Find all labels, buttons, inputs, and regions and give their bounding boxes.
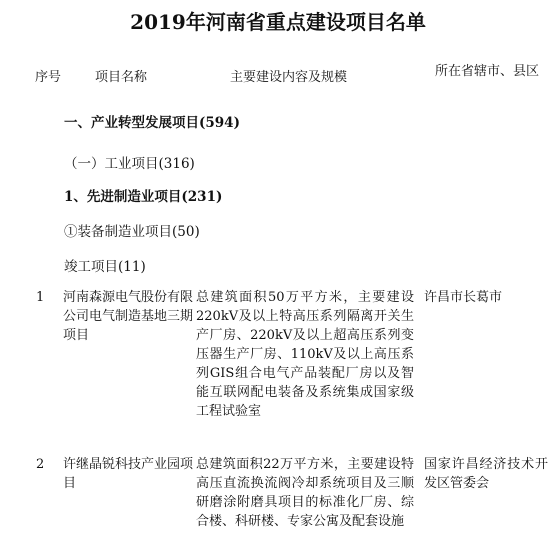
column-header-region: 所在省辖市、县区 <box>434 64 539 79</box>
section-heading-level3: 1、先进制造业项目(231) <box>64 189 223 205</box>
row-1-region: 许昌市长葛市 <box>424 290 503 305</box>
section-heading-level1: 一、产业转型发展项目(594) <box>64 115 240 131</box>
row-1-content: 总建筑面积50万平方米，主要建设220kV及以上特高压系列隔离开关生产厂房、220kV及以上超高压系列变压器生产厂房、110kV及以上高压系列GIS组合电气产品装配厂房以及智能互联网配电装备及系统集成国家级工程试验室 <box>196 290 414 419</box>
page-title: 2019年河南省重点建设项目名单 <box>130 10 426 34</box>
section-heading-level2: （一）工业项目(316) <box>64 156 195 172</box>
column-header-no: 序号 <box>35 70 62 85</box>
section-heading-level5: 竣工项目(11) <box>64 259 146 275</box>
row-2-name: 许继晶锐科技产业园项目 <box>63 457 194 491</box>
column-header-content: 主要建设内容及规模 <box>230 70 348 85</box>
section-heading-level4: ①装备制造业项目(50) <box>64 224 200 240</box>
row-1-no: 1 <box>36 290 45 305</box>
row-1-name: 河南森源电气股份有限公司电气制造基地三期项目 <box>63 290 194 343</box>
row-2-region: 国家许昌经济技术开发区管委会 <box>424 457 548 491</box>
column-header-name: 项目名称 <box>95 70 148 85</box>
row-2-no: 2 <box>36 457 45 472</box>
row-2-content: 总建筑面积22万平方米，主要建设特高压直流换流阀冷却系统项目及三顺研磨涂附磨具项目的标准化厂房、综合楼、科研楼、专家公寓及配套设施 <box>196 457 414 529</box>
